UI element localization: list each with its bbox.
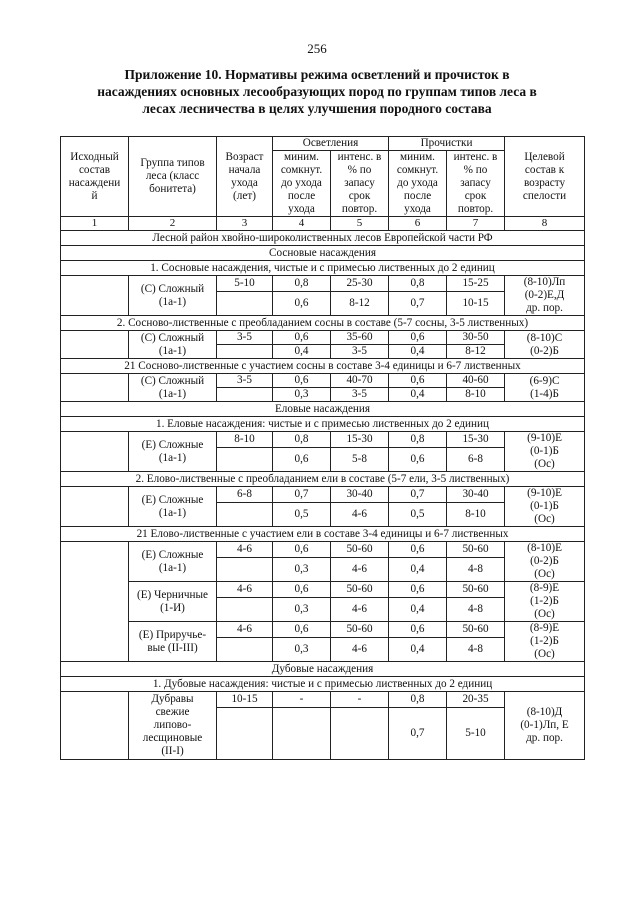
column-number: 7 bbox=[447, 217, 505, 231]
cell-value: 0,8 bbox=[389, 692, 447, 708]
start-age: 6-8 bbox=[217, 487, 273, 503]
cell-value: 4-8 bbox=[447, 638, 505, 662]
cell-value: 5-8 bbox=[331, 448, 389, 472]
start-age: 5-10 bbox=[217, 276, 273, 292]
cell-value: 50-60 bbox=[447, 622, 505, 638]
cell-value: 0,7 bbox=[389, 708, 447, 760]
empty-cell bbox=[217, 448, 273, 472]
empty-cell bbox=[217, 708, 273, 760]
cell-value: 0,7 bbox=[389, 487, 447, 503]
cell-value: 35-60 bbox=[331, 331, 389, 345]
section-heading: Дубовые насаждения bbox=[61, 662, 585, 677]
cell-value: 0,3 bbox=[273, 558, 331, 582]
cell-value: 25-30 bbox=[331, 276, 389, 292]
subsection-heading: 1. Дубовые насаждения: чистые и с примесью лиственных до 2 единиц bbox=[61, 677, 585, 692]
section-heading: Сосновые насаждения bbox=[61, 246, 585, 261]
empty-cell bbox=[217, 345, 273, 359]
cell-value: 3-5 bbox=[331, 388, 389, 402]
cell-value: 0,4 bbox=[389, 638, 447, 662]
cell-value: 0,6 bbox=[273, 622, 331, 638]
target-composition: (9-10)Е (0-1)Б (Ос) bbox=[505, 487, 585, 527]
subsection-heading: 1. Сосновые насаждения, чистые и с примесью лиственных до 2 единиц bbox=[61, 261, 585, 276]
section-heading: Еловые насаждения bbox=[61, 402, 585, 417]
header-intensity: интенс. в % по запасу срок повтор. bbox=[331, 151, 389, 217]
cell-value: 8-12 bbox=[447, 345, 505, 359]
cell-value: 0,4 bbox=[389, 598, 447, 622]
column-number: 6 bbox=[389, 217, 447, 231]
header-target-composition: Целевой состав к возрасту спелости bbox=[505, 137, 585, 217]
cell-value: 4-6 bbox=[331, 638, 389, 662]
cell-value: 0,6 bbox=[389, 542, 447, 558]
empty-cell bbox=[217, 558, 273, 582]
cell-value: 50-60 bbox=[447, 542, 505, 558]
cell-value: 0,7 bbox=[273, 487, 331, 503]
target-composition: (9-10)Е (0-1)Б (Ос) bbox=[505, 432, 585, 472]
cell-value: 0,8 bbox=[389, 432, 447, 448]
cell-value: 40-60 bbox=[447, 374, 505, 388]
column-number: 1 bbox=[61, 217, 129, 231]
cell-value: 50-60 bbox=[447, 582, 505, 598]
cell-value: 0,6 bbox=[273, 582, 331, 598]
start-age: 8-10 bbox=[217, 432, 273, 448]
region-heading: Лесной район хвойно-широколиственных лесов Европейской части РФ bbox=[61, 231, 585, 246]
empty-cell bbox=[217, 598, 273, 622]
target-composition: (8-10)Лп (0-2)Е,Д др. пор. bbox=[505, 276, 585, 316]
cell-value: 0,5 bbox=[389, 503, 447, 527]
empty-cell bbox=[217, 503, 273, 527]
title-line: лесах лесничества в целях улучшения породного состава bbox=[142, 101, 492, 116]
cell-value: 0,6 bbox=[273, 331, 331, 345]
empty-cell bbox=[61, 331, 129, 359]
cell-value: 4-6 bbox=[331, 598, 389, 622]
start-age: 4-6 bbox=[217, 542, 273, 558]
cell-value: 4-6 bbox=[331, 503, 389, 527]
norms-table bbox=[60, 136, 585, 760]
cell-value: 8-10 bbox=[447, 388, 505, 402]
target-composition: (8-10)Е (0-2)Б (Ос) bbox=[505, 542, 585, 582]
cell-value: 15-30 bbox=[331, 432, 389, 448]
forest-type-group: (С) Сложный (1а-1) bbox=[129, 276, 217, 316]
subsection-heading: 21 Елово-лиственные с участием ели в составе 3-4 единицы и 6-7 лиственных bbox=[61, 527, 585, 542]
header-min-density: миним. сомкнут. до ухода после ухода bbox=[389, 151, 447, 217]
page-number: 256 bbox=[307, 41, 327, 56]
column-number: 5 bbox=[331, 217, 389, 231]
cell-value: 8-12 bbox=[331, 292, 389, 316]
cell-value: 3-5 bbox=[331, 345, 389, 359]
cell-value: 0,8 bbox=[389, 276, 447, 292]
cell-value: 0,6 bbox=[389, 331, 447, 345]
target-composition: (8-10)С (0-2)Б bbox=[505, 331, 585, 359]
cell-value: 50-60 bbox=[331, 542, 389, 558]
cell-value: 30-40 bbox=[331, 487, 389, 503]
title-line: насаждениях основных лесообразующих пород по группам типов леса в bbox=[97, 84, 537, 99]
cell-value: 30-40 bbox=[447, 487, 505, 503]
cell-value: 0,6 bbox=[273, 292, 331, 316]
cell-value: 0,8 bbox=[273, 276, 331, 292]
column-number: 2 bbox=[129, 217, 217, 231]
start-age: 4-6 bbox=[217, 582, 273, 598]
column-number: 8 bbox=[505, 217, 585, 231]
cell-value: 30-50 bbox=[447, 331, 505, 345]
header-prochistki: Прочистки bbox=[389, 137, 505, 151]
empty-cell bbox=[61, 692, 129, 760]
empty-cell bbox=[331, 708, 389, 760]
cell-value: 20-35 bbox=[447, 692, 505, 708]
cell-value: 0,3 bbox=[273, 638, 331, 662]
subsection-heading: 21 Сосново-лиственные с участием сосны в составе 3-4 единицы и 6-7 лиственных bbox=[61, 359, 585, 374]
cell-value: 0,5 bbox=[273, 503, 331, 527]
cell-value: 0,4 bbox=[389, 345, 447, 359]
empty-cell bbox=[61, 276, 129, 316]
header-start-age: Возраст начала ухода (лет) bbox=[217, 137, 273, 217]
subsection-heading: 2. Сосново-лиственные с преобладанием сосны в составе (5-7 сосны, 3-5 лиственных) bbox=[61, 316, 585, 331]
empty-cell bbox=[61, 542, 129, 662]
cell-value: 4-6 bbox=[331, 558, 389, 582]
header-osvetleniya: Осветления bbox=[273, 137, 389, 151]
cell-value: 4-8 bbox=[447, 558, 505, 582]
cell-value: 0,6 bbox=[273, 374, 331, 388]
cell-value: 4-8 bbox=[447, 598, 505, 622]
forest-type-group: (Е) Черничные (1-И) bbox=[129, 582, 217, 622]
forest-type-group: (Е) Приручье- вые (II-III) bbox=[129, 622, 217, 662]
cell-value: 0,3 bbox=[273, 388, 331, 402]
cell-value: 0,4 bbox=[389, 388, 447, 402]
cell-value: - bbox=[331, 692, 389, 708]
cell-value: 0,3 bbox=[273, 598, 331, 622]
cell-value: 5-10 bbox=[447, 708, 505, 760]
cell-value: 0,6 bbox=[273, 448, 331, 472]
forest-type-group: (С) Сложный (1а-1) bbox=[129, 374, 217, 402]
cell-value: 50-60 bbox=[331, 582, 389, 598]
target-composition: (8-9)Е (1-2)Б (Ос) bbox=[505, 622, 585, 662]
cell-value: 0,6 bbox=[389, 448, 447, 472]
subsection-heading: 1. Еловые насаждения: чистые и с примесью лиственных до 2 единиц bbox=[61, 417, 585, 432]
empty-cell bbox=[217, 292, 273, 316]
empty-cell bbox=[217, 638, 273, 662]
cell-value: - bbox=[273, 692, 331, 708]
target-composition: (8-9)Е (1-2)Б (Ос) bbox=[505, 582, 585, 622]
empty-cell bbox=[61, 487, 129, 527]
cell-value: 50-60 bbox=[331, 622, 389, 638]
cell-value: 0,7 bbox=[389, 292, 447, 316]
forest-type-group: (Е) Сложные (1а-1) bbox=[129, 487, 217, 527]
target-composition: (8-10)Д (0-1)Лп, Е др. пор. bbox=[505, 692, 585, 760]
cell-value: 6-8 bbox=[447, 448, 505, 472]
forest-type-group: (Е) Сложные (1а-1) bbox=[129, 432, 217, 472]
cell-value: 0,4 bbox=[273, 345, 331, 359]
start-age: 3-5 bbox=[217, 374, 273, 388]
cell-value: 15-30 bbox=[447, 432, 505, 448]
forest-type-group: Дубравы свежие липово- леcщиновые (II-I) bbox=[129, 692, 217, 760]
subsection-heading: 2. Елово-лиственные с преобладанием ели в составе (5-7 ели, 3-5 лиственных) bbox=[61, 472, 585, 487]
start-age: 10-15 bbox=[217, 692, 273, 708]
cell-value: 0,6 bbox=[389, 374, 447, 388]
cell-value: 8-10 bbox=[447, 503, 505, 527]
forest-type-group: (С) Сложный (1а-1) bbox=[129, 331, 217, 359]
cell-value: 15-25 bbox=[447, 276, 505, 292]
page-title bbox=[50, 66, 584, 117]
forest-type-group: (Е) Сложные (1а-1) bbox=[129, 542, 217, 582]
cell-value: 0,8 bbox=[273, 432, 331, 448]
column-number: 4 bbox=[273, 217, 331, 231]
header-initial-composition: Исходный состав насаждени й bbox=[61, 137, 129, 217]
header-forest-type-group: Группа типов леса (класс бонитета) bbox=[129, 137, 217, 217]
start-age: 4-6 bbox=[217, 622, 273, 638]
cell-value: 0,4 bbox=[389, 558, 447, 582]
cell-value: 10-15 bbox=[447, 292, 505, 316]
empty-cell bbox=[61, 432, 129, 472]
title-line: Приложение 10. Нормативы режима осветлений и прочисток в bbox=[124, 67, 510, 82]
column-number: 3 bbox=[217, 217, 273, 231]
target-composition: (6-9)С (1-4)Б bbox=[505, 374, 585, 402]
empty-cell bbox=[217, 388, 273, 402]
cell-value: 0,6 bbox=[389, 582, 447, 598]
empty-cell bbox=[61, 374, 129, 402]
cell-value: 0,6 bbox=[273, 542, 331, 558]
empty-cell bbox=[273, 708, 331, 760]
start-age: 3-5 bbox=[217, 331, 273, 345]
cell-value: 40-70 bbox=[331, 374, 389, 388]
header-intensity: интенс. в % по запасу срок повтор. bbox=[447, 151, 505, 217]
cell-value: 0,6 bbox=[389, 622, 447, 638]
header-min-density: миним. сомкнут. до ухода после ухода bbox=[273, 151, 331, 217]
